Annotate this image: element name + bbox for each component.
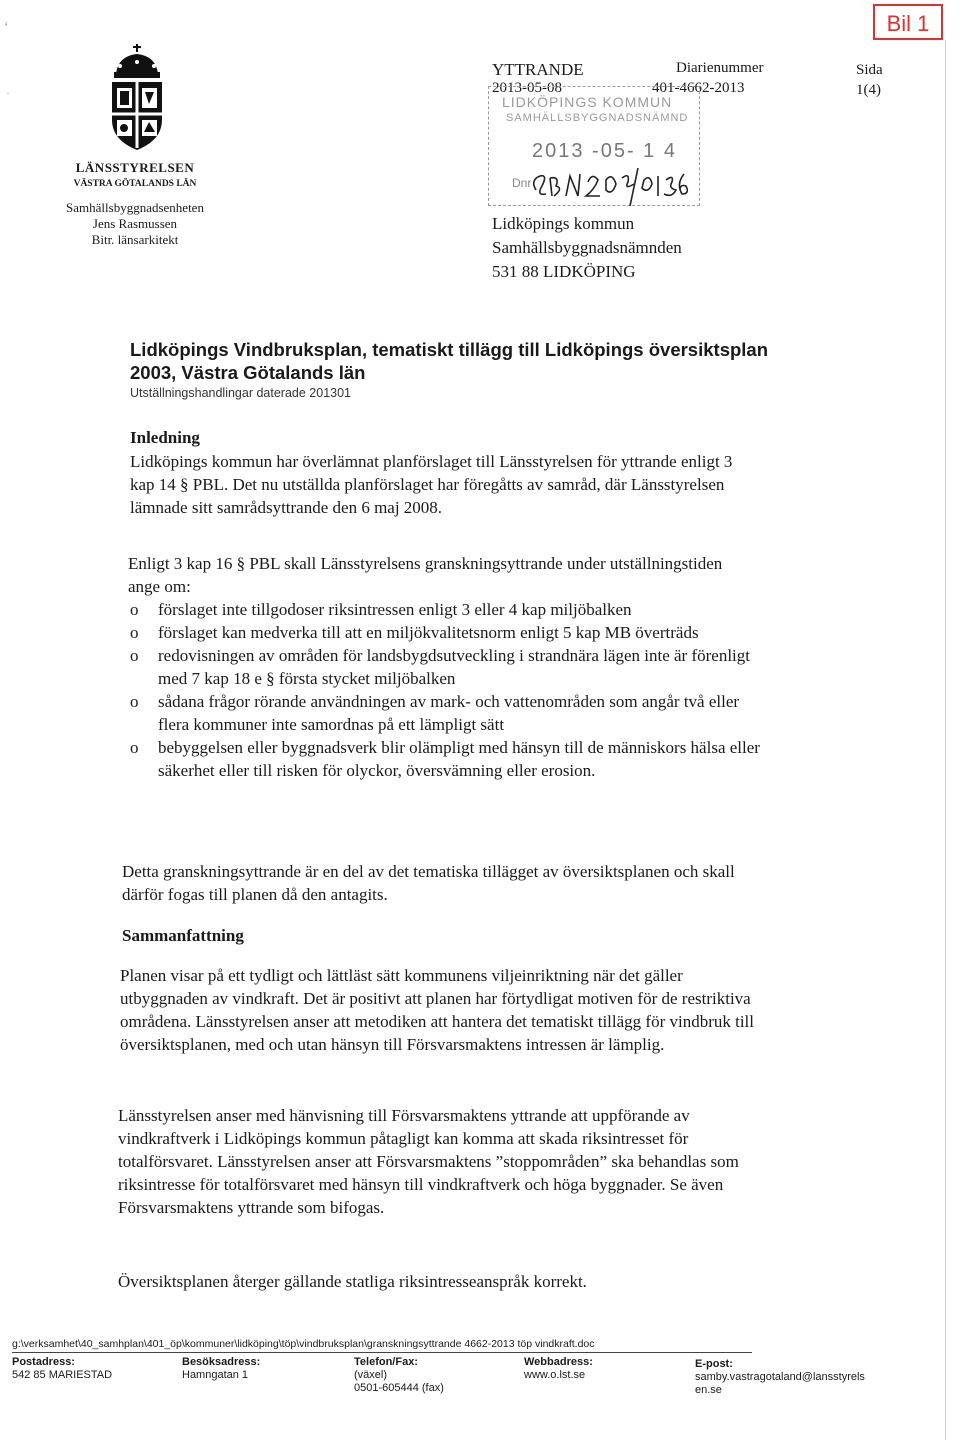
- recipient-address: [492, 212, 682, 284]
- list-item: o bebyggelsen eller byggnadsverk blir olämpligt med hänsyn till de människors hälsa eller säkerhet eller till risken för olyckor, översvämning eller erosion.: [130, 736, 770, 782]
- handwritten-case-number: [526, 160, 696, 208]
- footer-web-label: Webbadress:: [524, 1356, 593, 1368]
- footer-email-value[interactable]: samby.vastragotaland@lansstyrelsen.se: [695, 1371, 865, 1396]
- document-subtitle: Utställningshandlingar daterade 201301: [130, 386, 351, 400]
- sender-name: Jens Rasmussen: [92, 216, 178, 231]
- footer-file-path: g:\verksamhet\40_samhplan\401_öp\kommuner\lidköping\töp\vindbruksplan\granskningsyttrande 4662-2013 töp vindkraft.doc: [12, 1338, 595, 1350]
- paragraph-inledning: Lidköpings kommun har överlämnat planförslaget till Länsstyrelsen för yttrande enligt 3 kap 14 § PBL. Det nu utställda planförslaget har föregåtts av samråd, där Länsstyrelsen lämnade sitt samrådsyttrande den 6 maj 2008.: [130, 452, 733, 517]
- footer-postal-label: Postadress:: [12, 1356, 75, 1368]
- footer-phone-label: Telefon/Fax:: [354, 1356, 418, 1368]
- stamp-dept: SAMHÄLLSBYGGNADSNÄMND: [506, 112, 689, 124]
- footer-email-label: E-post:: [695, 1358, 733, 1370]
- registration-label: Diarienummer: [676, 60, 764, 76]
- footer-postal-value: 542 85 MARIESTAD: [12, 1369, 113, 1381]
- county-crest-logo: [108, 44, 166, 154]
- sender-role: Bitr. länsarkitekt: [91, 232, 179, 247]
- registration-number: 401-4662-2013: [652, 80, 745, 96]
- document-date: 2013-05-08: [492, 80, 562, 96]
- footer-web-value[interactable]: www.o.lst.se: [524, 1369, 586, 1381]
- heading-inledning: Inledning: [130, 428, 200, 447]
- paragraph-sammanfattning-1: Planen visar på ett tydligt och lättläst sätt kommunens viljeinriktning när det gäller utbyggnaden av vindkraft. Det är positivt att planen har förtydligat motiven för de restriktiva områdena. Länsstyrelsen anser att metodiken att hantera det tematiskt tillägg för vindbruk till översiktsplanen, med och utan hänsyn till Försvarsmaktens intressen är lämplig.: [120, 966, 755, 1054]
- list-item: o förslaget kan medverka till att en miljökvalitetsnorm enligt 5 kap MB överträds: [130, 621, 770, 644]
- footer-visit-value: Hamngatan 1: [182, 1369, 249, 1381]
- document-type: YTTRANDE: [492, 60, 584, 79]
- document-title: Lidköpings Vindbruksplan, tematiskt tillägg till Lidköpings översiktsplan 2003, Västra Götalands län: [130, 339, 769, 383]
- recipient-line3: 531 88 LIDKÖPING: [492, 262, 636, 281]
- paragraph-detta: Detta granskningsyttrande är en del av det tematiska tillägget av översiktsplanen och skall därför fogas till planen då den antagits.: [122, 862, 735, 904]
- criteria-list: [130, 598, 770, 782]
- scan-edge-line: [945, 40, 946, 1440]
- list-item: o sådana frågor rörande användningen av mark- och vattenområden som angår två eller flera kommuner inte samordnas på ett lämpligt sätt: [130, 690, 770, 736]
- paragraph-sammanfattning-3: Översiktsplanen återger gällande statliga riksintresseanspråk korrekt.: [118, 1272, 587, 1291]
- paragraph-sammanfattning-2: Länsstyrelsen anser med hänvisning till Försvarsmaktens yttrande att uppförande av vindkraftverk i Lidköpings kommun påtagligt kan komma att skada riksintresset för totalförsvaret. Länsstyrelsen anser att Försvarsmaktens ”stoppområden” ska behandlas som riksintresse för totalförsvaret med hänsyn till vindkraftverk och höga byggnader. Se även Försvarsmaktens yttrande som bifogas.: [118, 1106, 739, 1217]
- recipient-line2: Samhällsbyggnadsnämnden: [492, 238, 682, 257]
- sender-block: [40, 160, 230, 248]
- footer-phone-switch: (växel): [354, 1369, 388, 1381]
- heading-sammanfattning: Sammanfattning: [122, 926, 244, 945]
- attachment-label: Bil 1: [873, 4, 943, 40]
- sender-org: LÄNSSTYRELSEN: [75, 160, 195, 175]
- footer-phone: [354, 1356, 444, 1395]
- scan-mark-2: ·: [6, 86, 10, 100]
- footer-visit-label: Besöksadress:: [182, 1356, 261, 1368]
- stamp-dnr: Dnr: [512, 176, 532, 190]
- page-label: Sida: [856, 62, 883, 78]
- stamp-date: 2013 -05- 1 4: [532, 140, 677, 162]
- footer-web: [524, 1356, 593, 1382]
- sender-unit: Samhällsbyggnadsenheten: [66, 200, 204, 215]
- footer-divider: [12, 1352, 752, 1353]
- footer-email: [695, 1358, 865, 1397]
- footer-phone-number: 0501-605444 (fax): [354, 1382, 444, 1394]
- footer-postal: [12, 1356, 112, 1382]
- recipient-line1: Lidköpings kommun: [492, 214, 635, 233]
- stamp-org: LIDKÖPINGS KOMMUN: [502, 94, 673, 110]
- list-item: o förslaget inte tillgodoser riksintressen enligt 3 eller 4 kap miljöbalken: [130, 598, 770, 621]
- paragraph-enligt: Enligt 3 kap 16 § PBL skall Länsstyrelsens granskningsyttrande under utställningstiden ange om:: [128, 554, 723, 596]
- page-number: 1(4): [856, 82, 881, 98]
- list-item: o redovisningen av områden för landsbygdsutveckling i strandnära lägen inte är förenligt med 7 kap 18 e § första stycket miljöbalken: [130, 644, 770, 690]
- sender-region: VÄSTRA GÖTALANDS LÄN: [73, 179, 197, 189]
- scan-mark: ʻ: [4, 20, 9, 35]
- footer-visit: [182, 1356, 260, 1382]
